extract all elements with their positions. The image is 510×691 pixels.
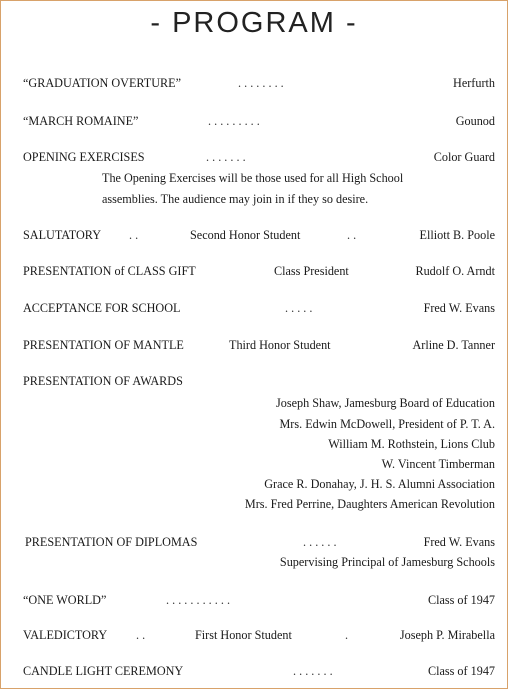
program-item: “MARCH ROMAINE” xyxy=(23,114,139,128)
program-performer: Fred W. Evans xyxy=(423,535,495,549)
program-role: Class President xyxy=(274,264,349,278)
program-row-salutatory xyxy=(23,226,495,244)
page-title: - PROGRAM - xyxy=(150,7,358,39)
program-row-mantle xyxy=(23,336,495,354)
program-performer: Rudolf O. Arndt xyxy=(415,264,495,278)
leader-dots: . . . . . . . . . xyxy=(208,114,260,128)
program-row-class-gift xyxy=(23,262,495,280)
leader-dots: . . . . . xyxy=(285,301,313,315)
leader-dots: . xyxy=(345,628,349,642)
program-role: Third Honor Student xyxy=(229,338,331,352)
program-item: PRESENTATION of CLASS GIFT xyxy=(23,264,196,278)
leader-dots: . . xyxy=(347,228,357,242)
leader-dots: . . . . . . . xyxy=(293,664,333,678)
program-row-one-world xyxy=(23,591,495,609)
program-item: SALUTATORY xyxy=(23,228,102,242)
program-performer: Joseph P. Mirabella xyxy=(399,628,495,642)
award-presenter: Mrs. Edwin McDowell, President of P. T. A. xyxy=(279,417,495,431)
program-row-candle-light xyxy=(23,662,495,680)
program-row-diplomas xyxy=(23,533,495,551)
program-performer: Fred W. Evans xyxy=(423,301,495,315)
leader-dots: . . xyxy=(136,628,146,642)
program-item: PRESENTATION OF MANTLE xyxy=(23,338,184,352)
program-performer: Class of 1947 xyxy=(427,593,495,607)
leader-dots: . . . . . . . xyxy=(206,150,246,164)
leader-dots: . . . . . . xyxy=(303,535,337,549)
program-item: CANDLE LIGHT CEREMONY xyxy=(23,664,184,678)
leader-dots: . . xyxy=(129,228,139,242)
program-role: Second Honor Student xyxy=(190,228,301,242)
program-row-valedictory xyxy=(23,626,495,644)
program-row-acceptance xyxy=(23,299,495,317)
program-row-overture xyxy=(23,74,495,92)
program-item: ACCEPTANCE FOR SCHOOL xyxy=(23,301,181,315)
program-item: OPENING EXERCISES xyxy=(23,150,145,164)
program-item: VALEDICTORY xyxy=(23,628,108,642)
program-role: First Honor Student xyxy=(195,628,292,642)
program-performer: Gounod xyxy=(455,114,495,128)
award-presenter: Joseph Shaw, Jamesburg Board of Education xyxy=(276,396,495,410)
award-presenter: William M. Rothstein, Lions Club xyxy=(328,437,495,451)
award-presenter: W. Vincent Timberman xyxy=(381,457,495,471)
program-performer: Elliott B. Poole xyxy=(419,228,495,242)
program-row-awards xyxy=(23,372,495,390)
leader-dots: . . . . . . . . . . . xyxy=(166,593,230,607)
program-performer: Arline D. Tanner xyxy=(412,338,495,352)
diplomas-note: Supervising Principal of Jamesburg Schools xyxy=(279,555,495,569)
program-row-opening xyxy=(23,148,495,166)
program-row-march xyxy=(23,112,495,130)
program-item: “GRADUATION OVERTURE” xyxy=(23,76,182,90)
opening-note: The Opening Exercises will be those used for all High School assemblies. The audience may join in if they so desire. xyxy=(102,171,404,206)
award-presenter: Grace R. Donahay, J. H. S. Alumni Association xyxy=(264,477,495,491)
program-item: PRESENTATION OF AWARDS xyxy=(23,374,183,388)
program-performer: Color Guard xyxy=(433,150,495,164)
program-performer: Class of 1947 xyxy=(427,664,495,678)
program-item: “ONE WORLD” xyxy=(23,593,107,607)
leader-dots: . . . . . . . . xyxy=(238,76,284,90)
program-item: PRESENTATION OF DIPLOMAS xyxy=(25,535,198,549)
program-performer: Herfurth xyxy=(453,76,495,90)
award-presenter: Mrs. Fred Perrine, Daughters American Revolution xyxy=(244,497,495,511)
